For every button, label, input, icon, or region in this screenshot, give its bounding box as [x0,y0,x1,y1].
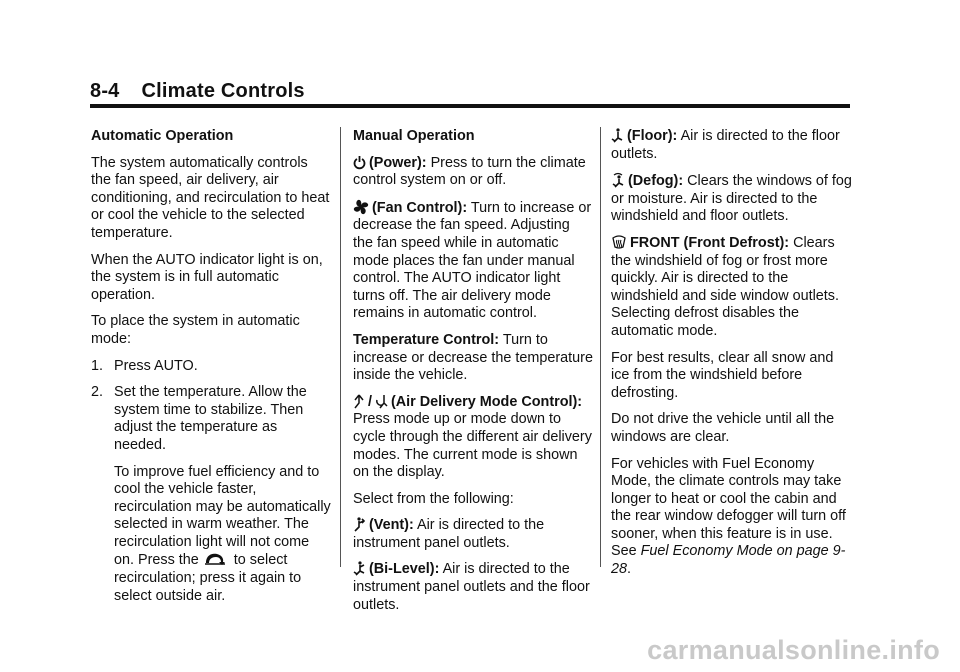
page-number: 8-4 [90,80,120,102]
paragraph: Do not drive the vehicle until all the windows are clear. [611,411,835,445]
text: Air is directed to the floor outlets. [611,128,840,162]
paragraph [114,464,331,606]
paragraph [611,235,855,341]
text: Press mode up or mode down to cycle through the different air delivery modes. The current mode is shown on the display. [353,411,592,481]
header-rule [90,104,850,108]
defog-label: (Defog): [628,173,684,190]
paragraph: When the AUTO indicator light is on, the system is in full automatic operation. [91,251,323,303]
front-defrost-label: FRONT (Front Defrost): [630,234,790,251]
column-2 [353,128,593,623]
vent-label: (Vent): [369,517,414,534]
paragraph: Select from the following: [353,490,514,507]
mode-separator: / [368,393,372,410]
text: Clears the windshield of fog or frost more quickly. Air is directed to the windshield and side window outlets. Selecting defrost disables the automatic mode. [611,234,839,339]
column-1 [91,128,331,614]
bilevel-label: (Bi-Level): [369,561,440,578]
power-icon [353,155,366,170]
text: Turn to increase or decrease the temperature inside the vehicle. [353,331,593,384]
paragraph [353,199,593,323]
heading-automatic-operation: Automatic Operation [91,128,234,144]
list-text: Set the temperature. Allow the system time to stabilize. Then adjust the temperature as needed. [114,384,307,453]
power-label: (Power): [369,154,427,171]
text: Air is directed to the instrument panel outlets. [353,517,545,551]
paragraph: The system automatically controls the fan speed, air delivery, air conditioning, and recirculation to heat or cool the vehicle to the selected temperature. [91,154,330,241]
paragraph [353,394,593,482]
paragraph [611,172,855,226]
air-delivery-mode-label: (Air Delivery Mode Control): [391,393,583,410]
text: Press to turn the climate control system on or off. [353,154,586,189]
paragraph [611,128,855,163]
page-title [90,80,850,103]
floor-label: (Floor): [627,128,678,144]
fan-icon [353,199,369,215]
paragraph [611,456,855,579]
temperature-control-label: Temperature Control: [353,331,500,348]
bilevel-icon [353,561,366,576]
section-title: Climate Controls [141,80,305,102]
text: Air is directed to the instrument panel outlets and the floor outlets. [353,561,590,613]
front-defrost-icon [611,235,627,250]
recirculation-icon [203,551,227,567]
list-item [91,384,331,454]
paragraph [353,155,593,190]
mode-down-icon [376,394,388,409]
text: Clears the windows of fog or moisture. Air is directed to the windshield and floor outlets. [611,173,852,225]
defog-icon [611,172,625,188]
list-text: Press AUTO. [114,357,198,374]
paragraph [353,332,593,385]
mode-up-icon [353,394,365,409]
text: Turn to increase or decrease the fan speed. Adjusting the fan speed while in automatic mode places the fan under manual control. The AUTO indicator light turns off. The air delivery mode remains in automatic control. [353,199,592,322]
watermark: carmanualsonline.info [647,635,940,665]
fan-control-label: (Fan Control): [372,199,468,216]
paragraph [353,561,593,614]
text: For vehicles with Fuel Economy Mode, the climate controls may take longer to heat or cool the cabin and the rear window defogger will turn off sooner, when this feature is in use. See [611,455,846,560]
list-number: 2. [91,384,104,401]
paragraph: For best results, clear all snow and ice from the windshield before defrosting. [611,349,834,401]
page-header [90,80,850,103]
vent-icon [353,517,366,532]
paragraph: To place the system in automatic mode: [91,313,300,347]
heading-manual-operation: Manual Operation [353,128,475,144]
list-item [91,358,331,376]
column-divider [600,127,601,567]
paragraph [353,517,593,552]
floor-icon [611,128,624,143]
cross-reference-link[interactable]: Fuel Economy Mode on page 9-28 [611,543,846,578]
list-number: 1. [91,357,104,374]
column-3 [611,128,855,588]
column-divider [340,127,341,567]
text: To improve fuel efficiency and to cool the vehicle faster, recirculation may be automatically selected in warm weather. The recirculation light will not come on. Press the [114,463,331,569]
text: to select recirculation; press it again to select outside air. [114,552,302,604]
text: . [627,561,632,578]
